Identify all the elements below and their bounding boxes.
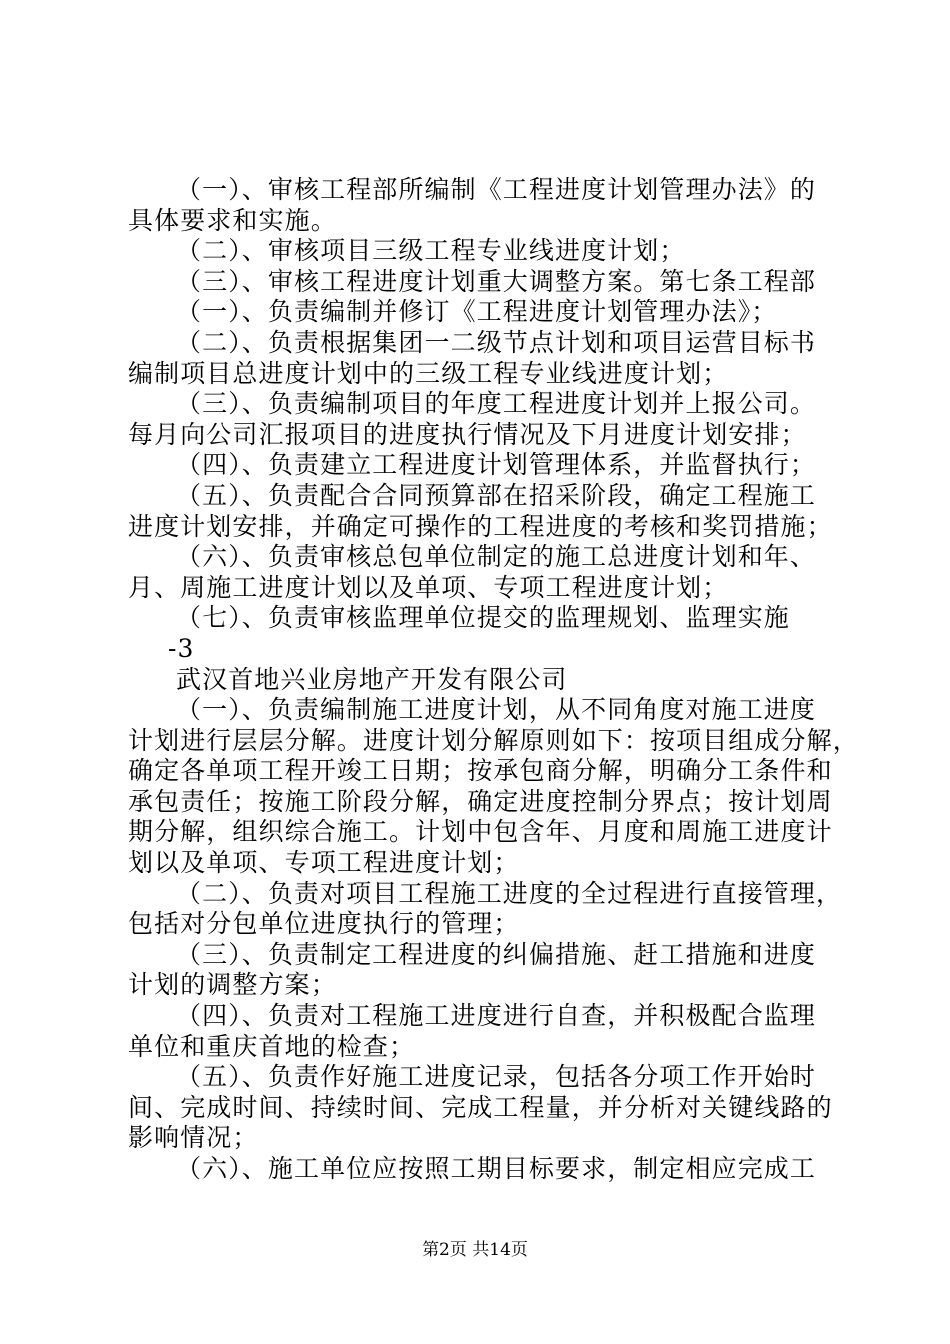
text-line: （一）、负责编制施工进度计划，从不同角度对施工进度	[176, 695, 817, 725]
text-line: （六）、负责审核总包单位制定的施工总进度计划和年、	[176, 542, 817, 572]
text-line: （二）、审核项目三级工程专业线进度计划；	[176, 236, 686, 266]
text-line: （五）、负责配合合同预算部在招采阶段，确定工程施工	[176, 480, 817, 510]
text-line: （四）、负责建立工程进度计划管理体系，并监督执行；	[176, 450, 817, 480]
text-line: （五）、负责作好施工进度记录，包括各分项工作开始时	[176, 1062, 817, 1092]
text-line: 期分解，组织综合施工。计划中包含年、月度和周施工进度计	[128, 817, 833, 847]
text-line: 划以及单项、专项工程进度计划；	[128, 848, 520, 878]
text-line: （三）、负责制定工程进度的纠偏措施、赶工措施和进度	[176, 939, 817, 969]
text-line: 影响情况；	[128, 1123, 259, 1153]
text-line: -3	[168, 633, 195, 663]
text-line: 进度计划安排，并确定可操作的工程进度的考核和奖罚措施；	[128, 511, 833, 541]
text-line: （三）、审核工程进度计划重大调整方案。第七条工程部	[176, 266, 817, 296]
document-body	[128, 175, 859, 1185]
text-line: （一）、负责编制并修订《工程进度计划管理办法》；	[176, 297, 778, 327]
text-line: 每月向公司汇报项目的进度执行情况及下月进度计划安排；	[128, 419, 807, 449]
text-line: 间、完成时间、持续时间、完成工程量，并分析对关键线路的	[128, 1092, 833, 1122]
page-footer	[0, 1240, 950, 1260]
text-line: 计划的调整方案；	[128, 970, 337, 1000]
text-line: （二）、负责对项目工程施工进度的全过程进行直接管理，	[176, 878, 843, 908]
text-line: （六）、施工单位应按照工期目标要求，制定相应完成工	[176, 1154, 817, 1183]
text-line: 单位和重庆首地的检查；	[128, 1031, 416, 1061]
text-line: 编制项目总进度计划中的三级工程专业线进度计划；	[128, 358, 729, 388]
text-line: 具体要求和实施。	[128, 205, 337, 235]
text-line: （一）、审核工程部所编制《工程进度计划管理办法》的	[176, 175, 817, 204]
text-line: （二）、负责根据集团一二级节点计划和项目运营目标书	[176, 327, 817, 357]
text-line: 确定各单项工程开竣工日期；按承包商分解，明确分工条件和	[128, 756, 833, 786]
text-line: （七）、负责审核监理单位提交的监理规划、监理实施	[176, 603, 790, 633]
text-line: 承包责任；按施工阶段分解，确定进度控制分界点；按计划周	[128, 786, 833, 816]
text-line: 月、周施工进度计划以及单项、专项工程进度计划；	[128, 572, 729, 602]
text-line: 武汉首地兴业房地产开发有限公司	[176, 664, 568, 694]
text-line: 包括对分包单位进度执行的管理；	[128, 909, 520, 939]
text-line: 计划进行层层分解。进度计划分解原则如下：按项目组成分解，	[128, 725, 859, 755]
text-line: （三）、负责编制项目的年度工程进度计划并上报公司。	[176, 389, 817, 419]
text-line: （四）、负责对工程施工进度进行自查，并积极配合监理	[176, 1001, 817, 1031]
page-number-label: 第2页 共14页	[422, 1240, 528, 1260]
